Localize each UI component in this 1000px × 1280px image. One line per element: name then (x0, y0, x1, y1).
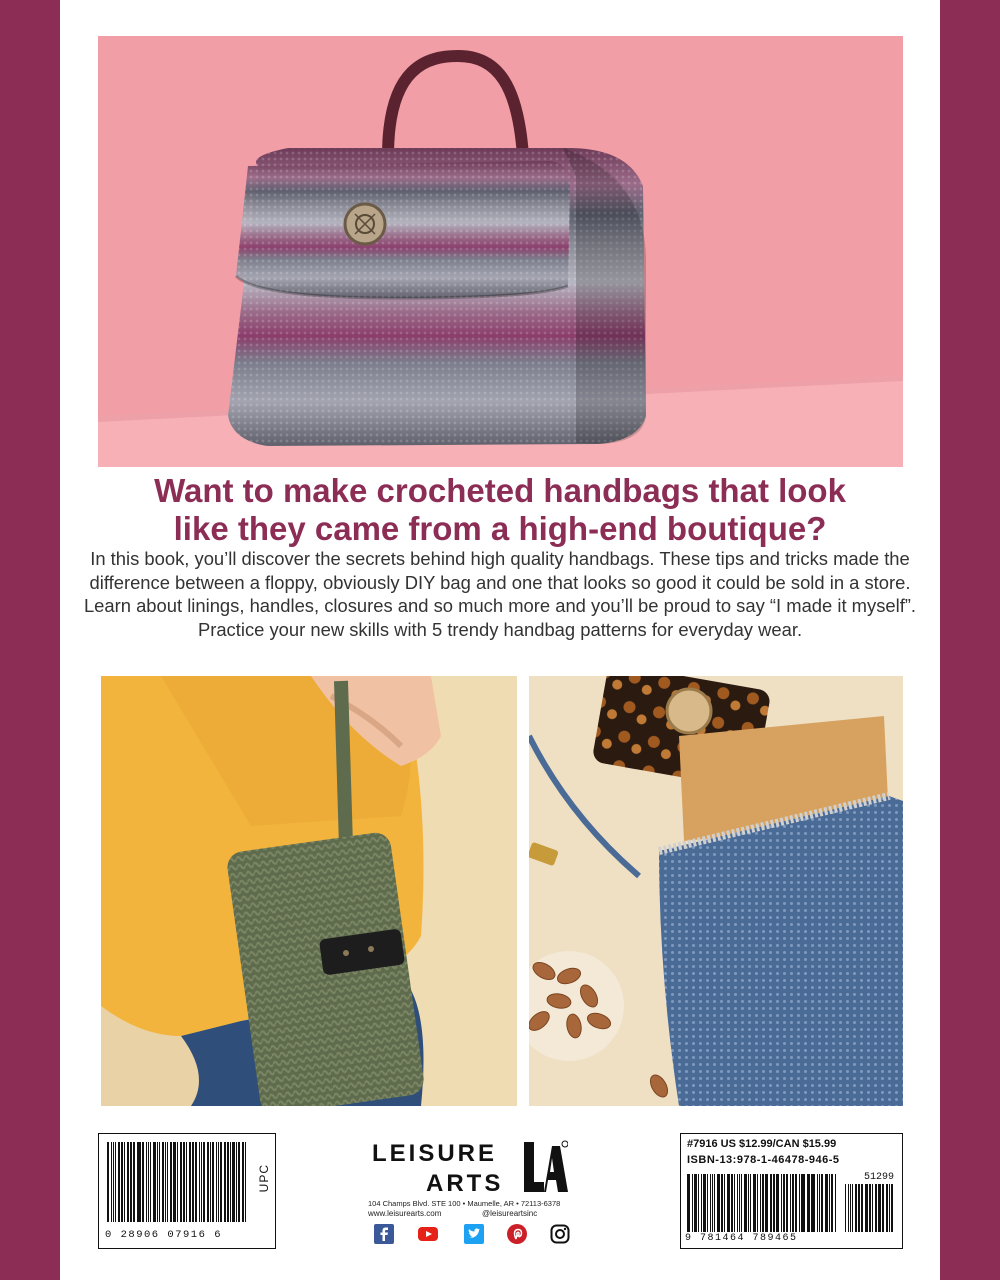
barcode-bar (159, 1142, 161, 1222)
publisher-website[interactable]: www.leisurearts.com (368, 1209, 442, 1218)
barcode-bar (829, 1174, 831, 1232)
barcode-bar (762, 1174, 765, 1232)
barcode-bar (835, 1174, 836, 1232)
barcode-bar (852, 1184, 853, 1232)
barcode-bar (875, 1184, 877, 1232)
barcode-bar (795, 1174, 797, 1232)
barcode-bar (157, 1142, 158, 1222)
barcode-bar (786, 1174, 788, 1232)
barcode-bar (886, 1184, 888, 1232)
barcode-bar (137, 1142, 138, 1222)
barcode-bar (790, 1174, 792, 1232)
barcode-bar (802, 1174, 805, 1232)
upc-label: UPC (257, 1164, 271, 1193)
barcode-bar (203, 1142, 206, 1222)
wristlet-photo (101, 676, 517, 1106)
barcode-bar (245, 1142, 246, 1222)
barcode-bar (773, 1174, 776, 1232)
facebook-icon[interactable] (374, 1224, 394, 1244)
barcode-bar (192, 1142, 194, 1222)
barcode-bar (121, 1142, 123, 1222)
barcode-bar (817, 1174, 818, 1232)
barcode-bar (153, 1142, 156, 1222)
hero-handbag-photo (98, 36, 903, 467)
addon-bars (845, 1184, 895, 1232)
barcode-bar (199, 1142, 200, 1222)
barcode-bar (861, 1184, 863, 1232)
barcode-bar (113, 1142, 114, 1222)
youtube-icon[interactable] (418, 1224, 438, 1244)
publisher-address: 104 Champs Blvd. STE 100 • Maumelle, AR • 72113-6378 (368, 1199, 561, 1208)
pinterest-icon[interactable] (507, 1224, 527, 1244)
barcode-bar (878, 1184, 881, 1232)
barcode-bar (717, 1174, 720, 1232)
barcode-bar (712, 1174, 714, 1232)
barcode-bar (150, 1142, 151, 1222)
upc-bars (107, 1142, 247, 1222)
barcode-bar (180, 1142, 182, 1222)
barcode-bar (792, 1174, 794, 1232)
barcode-bar (811, 1174, 812, 1232)
headline-line-2: like they came from a high-end boutique? (173, 510, 827, 547)
barcode-bar (724, 1174, 725, 1232)
barcode-bar (801, 1174, 802, 1232)
price-text: #7916 US $12.99/CAN $15.99 (687, 1138, 837, 1150)
barcode-bar (148, 1142, 150, 1222)
barcode-bar (186, 1142, 187, 1222)
barcode-bar (212, 1142, 214, 1222)
barcode-bar (781, 1174, 783, 1232)
barcode-bar (872, 1184, 873, 1232)
barcode-bar (737, 1174, 738, 1232)
barcode-bar (142, 1142, 144, 1222)
barcode-bar (882, 1184, 885, 1232)
barcode-bar (748, 1174, 749, 1232)
barcode-bar (744, 1174, 747, 1232)
leisure-arts-logo-mark (522, 1140, 568, 1195)
barcode-bar (891, 1184, 893, 1232)
barcode-bar (770, 1174, 772, 1232)
barcode-bar (220, 1142, 223, 1222)
barcode-bar (124, 1142, 125, 1222)
barcode-bar (869, 1184, 872, 1232)
barcode-bar (173, 1142, 176, 1222)
barcode-bar (727, 1174, 730, 1232)
barcode-bar (848, 1184, 849, 1232)
instagram-icon[interactable] (550, 1224, 570, 1244)
barcode-bar (707, 1174, 708, 1232)
barcode-bar (807, 1174, 810, 1232)
crossbody-photo (529, 676, 903, 1106)
barcode-bar (242, 1142, 244, 1222)
barcode-bar (858, 1184, 860, 1232)
barcode-bar (210, 1142, 211, 1222)
barcode-bar (230, 1142, 231, 1222)
upc-barcode (98, 1133, 276, 1249)
barcode-bar (850, 1184, 851, 1232)
barcode-bar (177, 1142, 178, 1222)
isbn-barcode (680, 1133, 903, 1249)
barcode-bar (714, 1174, 715, 1232)
back-cover (60, 0, 940, 1280)
barcode-bar (865, 1184, 868, 1232)
barcode-bar (754, 1174, 756, 1232)
barcode-bar (115, 1142, 116, 1222)
publisher-name-line-2: ARTS (426, 1170, 504, 1197)
barcode-bar (855, 1184, 858, 1232)
barcode-bar (765, 1174, 768, 1232)
barcode-bar (825, 1174, 828, 1232)
barcode-bar (692, 1174, 694, 1232)
barcode-bar (133, 1142, 135, 1222)
barcode-bar (703, 1174, 706, 1232)
barcode-bar (812, 1174, 815, 1232)
headline-line-1: Want to make crocheted handbags that look (154, 472, 846, 509)
barcode-bar (130, 1142, 132, 1222)
barcode-bar (183, 1142, 186, 1222)
barcode-bar (224, 1142, 226, 1222)
barcode-bar (710, 1174, 711, 1232)
barcode-bar (753, 1174, 754, 1232)
barcode-bar (118, 1142, 120, 1222)
barcode-bar (170, 1142, 173, 1222)
barcode-bar (146, 1142, 147, 1222)
barcode-bar (167, 1142, 168, 1222)
barcode-bar (694, 1174, 697, 1232)
barcode-bar (721, 1174, 724, 1232)
barcode-bar (831, 1174, 833, 1232)
barcode-bar (201, 1142, 202, 1222)
barcode-bar (819, 1174, 821, 1232)
barcode-bar (687, 1174, 690, 1232)
publisher-social-handle: @leisureartsinc (482, 1209, 538, 1218)
barcode-bar (799, 1174, 800, 1232)
barcode-bar (739, 1174, 740, 1232)
barcode-bar (698, 1174, 700, 1232)
barcode-bar (162, 1142, 164, 1222)
barcode-bar (734, 1174, 735, 1232)
barcode-bar (757, 1174, 758, 1232)
barcode-bar (238, 1142, 241, 1222)
publisher-name-line-1: LEISURE (372, 1140, 498, 1167)
isbn-digits: 9 781464 789465 (685, 1233, 798, 1244)
barcode-bar (776, 1174, 779, 1232)
barcode-bar (138, 1142, 141, 1222)
barcode-bar (111, 1142, 113, 1222)
barcode-bar (189, 1142, 191, 1222)
barcode-bar (227, 1142, 229, 1222)
barcode-bar (127, 1142, 130, 1222)
barcode-bar (232, 1142, 235, 1222)
barcode-bar (741, 1174, 743, 1232)
upc-digits: 0 28906 07916 6 (105, 1229, 223, 1241)
barcode-bar (195, 1142, 198, 1222)
price-addon-digits: 51299 (863, 1172, 894, 1183)
barcode-bar (760, 1174, 761, 1232)
twitter-icon[interactable] (464, 1224, 484, 1244)
barcode-bar (165, 1142, 166, 1222)
barcode-bar (107, 1142, 109, 1222)
barcode-bar (889, 1184, 890, 1232)
barcode-bar (207, 1142, 209, 1222)
barcode-bar (821, 1174, 823, 1232)
barcode-bar (750, 1174, 751, 1232)
barcode-bar (236, 1142, 237, 1222)
isbn-text: ISBN-13:978-1-46478-946-5 (687, 1154, 840, 1166)
isbn-bars (687, 1174, 837, 1232)
barcode-bar (218, 1142, 219, 1222)
barcode-bar (701, 1174, 702, 1232)
barcode-bar (731, 1174, 734, 1232)
description-text: In this book, you’ll discover the secrets behind high quality handbags. These tips and tricks made the difference between a floppy, obviously DIY bag and one that looks so good it could be sold in a store. Learn about linings, handles, closures and so much more and you’ll be proud to say “I made it myself”. Practice your new skills with 5 trendy handbag patterns for everyday wear. (83, 548, 917, 640)
barcode-bar (845, 1184, 846, 1232)
barcode-bar (783, 1174, 785, 1232)
barcode-bar (216, 1142, 217, 1222)
